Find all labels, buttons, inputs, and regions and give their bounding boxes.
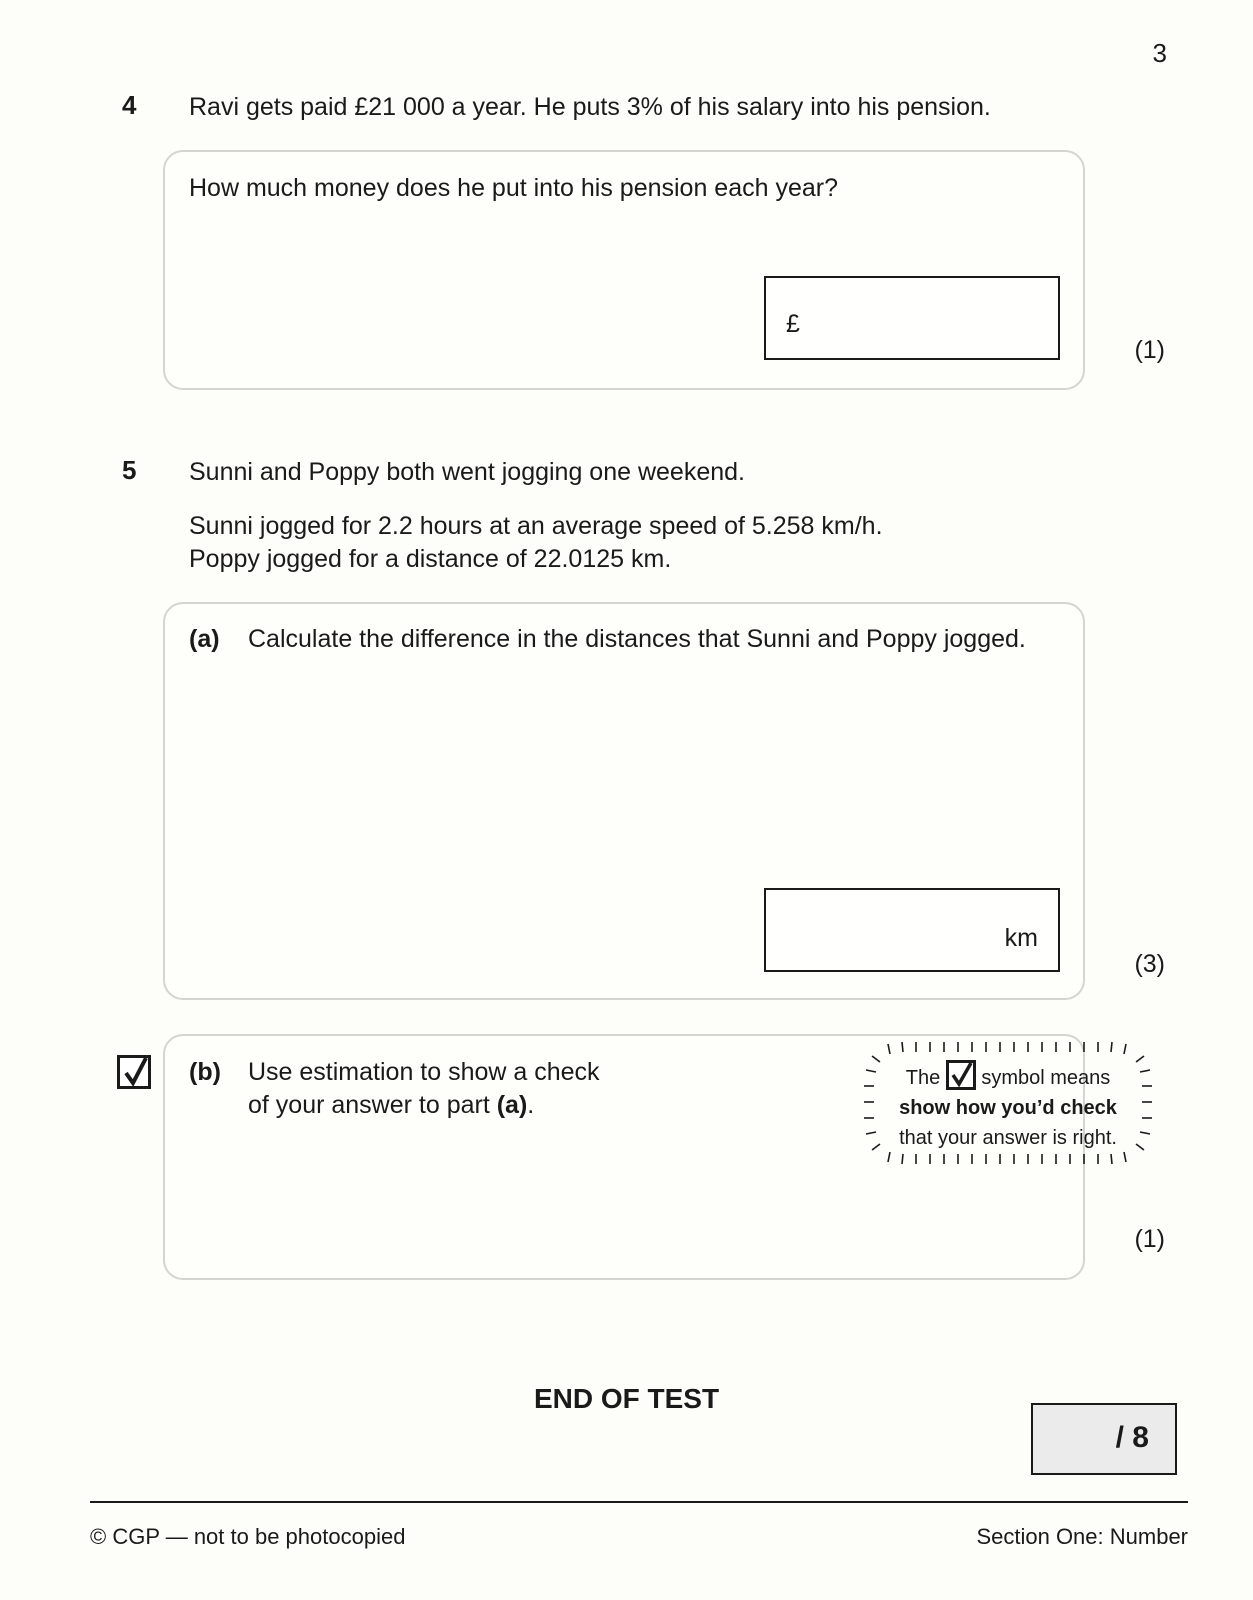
question-4-panel bbox=[163, 150, 1085, 390]
part-b-line-2-prefix: of your answer to part bbox=[248, 1091, 497, 1119]
question-5-intro: Sunni and Poppy both went jogging one weekend. bbox=[189, 458, 745, 486]
footer-copyright: © CGP — not to be photocopied bbox=[90, 1524, 406, 1549]
part-b-line-1: Use estimation to show a check bbox=[248, 1058, 600, 1086]
question-5-number: 5 bbox=[122, 455, 137, 485]
part-b-label: (b) bbox=[189, 1058, 221, 1086]
part-b-reference: (a) bbox=[496, 1091, 528, 1119]
question-5a-marks: (3) bbox=[1134, 950, 1165, 978]
question-4-marks: (1) bbox=[1134, 336, 1165, 364]
callout-last-line: that your answer is right. bbox=[899, 1127, 1117, 1149]
check-box-icon bbox=[117, 1055, 151, 1094]
part-a-label: (a) bbox=[189, 625, 220, 653]
part-a-answer-box[interactable] bbox=[764, 888, 1060, 972]
question-5-line-2: Poppy jogged for a distance of 22.0125 km. bbox=[189, 545, 672, 573]
callout-bold-line: show how you’d check bbox=[899, 1097, 1117, 1119]
check-box-icon bbox=[946, 1060, 976, 1090]
currency-symbol: £ bbox=[786, 310, 800, 338]
question-4-number: 4 bbox=[122, 90, 137, 120]
score-box: / 8 bbox=[1031, 1403, 1177, 1475]
question-5b-marks: (1) bbox=[1134, 1225, 1165, 1253]
callout-pre: The bbox=[905, 1067, 941, 1089]
page-number: 3 bbox=[1152, 38, 1167, 68]
part-a-text: Calculate the difference in the distances that Sunni and Poppy jogged. bbox=[248, 625, 1026, 653]
callout-line-1 bbox=[864, 1060, 1152, 1093]
part-b-line-2 bbox=[248, 1089, 534, 1122]
answer-unit: km bbox=[1004, 924, 1038, 952]
question-4-prompt: How much money does he put into his pension each year? bbox=[189, 174, 838, 202]
question-5a-panel bbox=[163, 602, 1085, 1000]
question-4-text: Ravi gets paid £21 000 a year. He puts 3% of his salary into his pension. bbox=[189, 93, 991, 121]
callout-post: symbol means bbox=[981, 1067, 1111, 1089]
part-b-line-2-suffix: . bbox=[527, 1091, 535, 1119]
end-of-test-heading: END OF TEST bbox=[533, 1383, 720, 1414]
footer-divider bbox=[90, 1501, 1188, 1503]
check-symbol-callout bbox=[864, 1040, 1152, 1166]
footer-section: Section One: Number bbox=[976, 1524, 1188, 1549]
question-4-answer-box[interactable] bbox=[764, 276, 1060, 360]
question-5-line-1: Sunni jogged for 2.2 hours at an average speed of 5.258 km/h. bbox=[189, 512, 883, 540]
